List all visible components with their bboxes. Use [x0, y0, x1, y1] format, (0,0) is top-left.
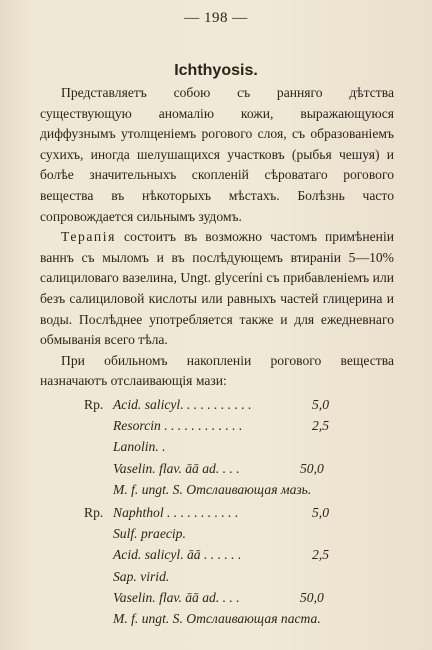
rx-row — [84, 523, 414, 544]
prescription-2 — [84, 502, 414, 629]
prescription-1 — [84, 394, 414, 500]
rx-row — [84, 502, 414, 523]
paragraph-text: состоитъ въ возможно частомъ примѣненіи ваннъ съ мыломъ и въ послѣдующемъ втираніи 5—10% салициловаго вазелина, Ungt. glyceríni съ прибавленіемъ или безъ салициловой кислоты или равныхъ частей глицерина и воды. Послѣднее употребляется также и для ежедневнаго обмыванія всего тѣла. — [40, 229, 394, 348]
ingredient-amount: 2,5 — [312, 547, 329, 563]
rx-row — [84, 608, 414, 629]
ingredient-amount: 50,0 — [300, 589, 324, 605]
signa-line: M. f. ungt. S. Отслаивающая паста. — [113, 610, 321, 626]
paragraph-therapy — [40, 227, 394, 351]
ingredient-amount: 5,0 — [312, 397, 329, 412]
rx-row — [84, 415, 414, 436]
rx-row — [84, 587, 414, 608]
paragraph-description — [40, 83, 394, 227]
ingredient-name: Lanolin. . — [113, 439, 166, 455]
therapy-lead: Терапія — [61, 229, 116, 245]
ingredient-name: Sap. virid. — [113, 568, 170, 584]
ingredient-amount: 5,0 — [312, 505, 329, 520]
paragraph-text: Представляетъ собою съ ранняго дѣтства существующую аномалію кожи, выражающуюся диффузнымъ утолщеніемъ рогового слоя, съ образованіемъ сухихъ, иногда шелушащихся участковъ (рыбья чешуя) и болѣе значительныхъ скопленій сѣроватаго рогового вещества въ нѣкоторыхъ мѣстахъ. Болѣзнь часто сопровождается сильнымъ зудомъ. — [40, 85, 394, 224]
ingredient-name: Sulf. praecip. — [113, 526, 186, 542]
ingredient-name: Naphthol . . . . . . . . . . . — [113, 505, 239, 520]
paragraph-text: При обильномъ накопленіи рогового вещества назначаютъ отслаивающія мази: — [40, 352, 394, 389]
rp-label: Rp. — [84, 505, 104, 520]
ingredient-name: Resorcin . . . . . . . . . . . . — [113, 418, 243, 434]
body-text — [40, 83, 394, 392]
page-number: — 198 — — [184, 10, 248, 26]
ingredient-name: Vaselin. flav. āā ad. . . . — [113, 460, 240, 476]
ingredient-amount: 50,0 — [300, 460, 324, 476]
rx-row — [84, 566, 414, 587]
signa-line: M. f. ungt. S. Отслаивающая мазь. — [113, 481, 312, 497]
rx-row — [84, 436, 414, 457]
section-title: Ichthyosis. — [174, 62, 258, 79]
rp-label: Rp. — [84, 397, 104, 412]
rx-row — [84, 544, 414, 565]
rx-row — [84, 458, 414, 479]
ingredient-name: Acid. salicyl. . . . . . . . . . . — [113, 397, 252, 412]
paragraph-ointments — [40, 351, 394, 392]
ingredient-name: Acid. salicyl. āā . . . . . . — [113, 547, 242, 563]
ingredient-name: Vaselin. flav. āā ad. . . . — [113, 589, 240, 605]
ingredient-amount: 2,5 — [312, 418, 329, 434]
rx-row — [84, 479, 414, 500]
rx-row — [84, 394, 414, 415]
